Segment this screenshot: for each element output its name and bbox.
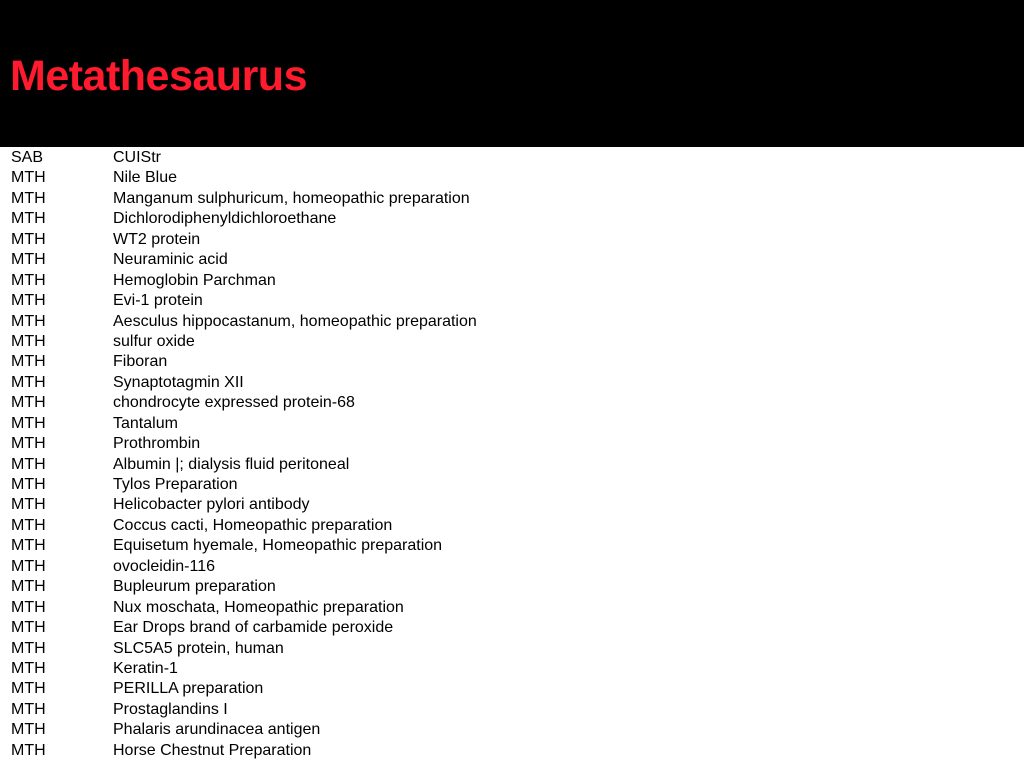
cell-sab: MTH bbox=[11, 537, 46, 555]
cell-sab: MTH bbox=[11, 455, 46, 473]
table-row bbox=[11, 659, 1011, 679]
cell-sab: MTH bbox=[11, 189, 46, 207]
cell-cuistr: ovocleidin-116 bbox=[113, 557, 215, 575]
table-row bbox=[11, 393, 1011, 413]
table-row bbox=[11, 291, 1011, 311]
table-row bbox=[11, 700, 1011, 720]
cell-cuistr: sulfur oxide bbox=[113, 332, 195, 350]
cell-sab: MTH bbox=[11, 659, 46, 677]
cell-cuistr: Horse Chestnut Preparation bbox=[113, 741, 312, 759]
cell-cuistr: Evi-1 protein bbox=[113, 292, 203, 310]
table-row bbox=[11, 352, 1011, 372]
cell-cuistr: Albumin |; dialysis fluid peritoneal bbox=[113, 455, 350, 473]
concept-table bbox=[11, 148, 1011, 761]
table-row bbox=[11, 679, 1011, 699]
cell-cuistr: Hemoglobin Parchman bbox=[113, 271, 276, 289]
cell-cuistr: Manganum sulphuricum, homeopathic preparation bbox=[113, 189, 470, 207]
cell-sab: MTH bbox=[11, 373, 46, 391]
cell-cuistr: PERILLA preparation bbox=[113, 680, 264, 698]
cell-cuistr: Helicobacter pylori antibody bbox=[113, 496, 310, 514]
cell-cuistr: Phalaris arundinacea antigen bbox=[113, 721, 321, 739]
table-row bbox=[11, 639, 1011, 659]
table-row bbox=[11, 598, 1011, 618]
cell-sab: MTH bbox=[11, 680, 46, 698]
table-row bbox=[11, 536, 1011, 556]
table-row bbox=[11, 516, 1011, 536]
cell-cuistr: chondrocyte expressed protein-68 bbox=[113, 394, 355, 412]
cell-cuistr: Keratin-1 bbox=[113, 659, 178, 677]
table-row bbox=[11, 455, 1011, 475]
cell-sab: MTH bbox=[11, 721, 46, 739]
cell-sab: MTH bbox=[11, 312, 46, 330]
cell-sab: MTH bbox=[11, 639, 46, 657]
table-row bbox=[11, 414, 1011, 434]
table-row bbox=[11, 434, 1011, 454]
cell-cuistr: Fiboran bbox=[113, 353, 168, 371]
slide-title: Metathesaurus bbox=[10, 52, 307, 100]
table-body bbox=[11, 168, 1011, 761]
table-row bbox=[11, 312, 1011, 332]
table-row bbox=[11, 373, 1011, 393]
table-row bbox=[11, 741, 1011, 761]
cell-cuistr: Ear Drops brand of carbamide peroxide bbox=[113, 619, 394, 637]
table-header-row bbox=[11, 148, 1011, 168]
cell-cuistr: WT2 protein bbox=[113, 230, 201, 248]
table-row bbox=[11, 557, 1011, 577]
cell-sab: MTH bbox=[11, 210, 46, 228]
table-row bbox=[11, 189, 1011, 209]
cell-cuistr: Coccus cacti, Homeopathic preparation bbox=[113, 516, 393, 534]
table-row bbox=[11, 250, 1011, 270]
table-row bbox=[11, 332, 1011, 352]
table-row bbox=[11, 475, 1011, 495]
header-sab: SAB bbox=[11, 149, 44, 166]
cell-sab: MTH bbox=[11, 332, 46, 350]
cell-sab: MTH bbox=[11, 476, 46, 493]
cell-sab: MTH bbox=[11, 169, 46, 187]
cell-cuistr: Nile Blue bbox=[113, 169, 178, 187]
table-row bbox=[11, 230, 1011, 250]
table-row bbox=[11, 209, 1011, 229]
cell-sab: MTH bbox=[11, 414, 46, 432]
cell-sab: MTH bbox=[11, 578, 46, 596]
cell-sab: MTH bbox=[11, 394, 46, 412]
cell-sab: MTH bbox=[11, 598, 46, 616]
cell-sab: MTH bbox=[11, 557, 46, 575]
cell-cuistr: SLC5A5 protein, human bbox=[113, 639, 284, 657]
table-row bbox=[11, 577, 1011, 597]
cell-sab: MTH bbox=[11, 435, 46, 453]
cell-sab: MTH bbox=[11, 516, 46, 534]
cell-cuistr: Dichlorodiphenyldichloroethane bbox=[113, 210, 337, 228]
cell-sab: MTH bbox=[11, 251, 46, 269]
table-row bbox=[11, 168, 1011, 188]
cell-cuistr: Tantalum bbox=[113, 414, 178, 432]
title-bar bbox=[0, 0, 1024, 147]
cell-cuistr: Tylos Preparation bbox=[113, 476, 238, 493]
cell-sab: MTH bbox=[11, 353, 46, 371]
cell-sab: MTH bbox=[11, 230, 46, 248]
cell-sab: MTH bbox=[11, 700, 46, 718]
cell-cuistr: Aesculus hippocastanum, homeopathic preparation bbox=[113, 312, 477, 330]
cell-cuistr: Bupleurum preparation bbox=[113, 578, 276, 596]
cell-sab: MTH bbox=[11, 496, 46, 514]
cell-cuistr: Equisetum hyemale, Homeopathic preparation bbox=[113, 537, 443, 555]
table-row bbox=[11, 618, 1011, 638]
cell-sab: MTH bbox=[11, 619, 46, 637]
cell-cuistr: Synaptotagmin XII bbox=[113, 373, 244, 391]
header-cuistr: CUIStr bbox=[113, 149, 161, 166]
cell-sab: MTH bbox=[11, 741, 46, 759]
table-row bbox=[11, 271, 1011, 291]
cell-sab: MTH bbox=[11, 271, 46, 289]
cell-sab: MTH bbox=[11, 292, 46, 310]
table-row bbox=[11, 720, 1011, 740]
cell-cuistr: Nux moschata, Homeopathic preparation bbox=[113, 598, 404, 616]
cell-cuistr: Prostaglandins I bbox=[113, 700, 228, 718]
table-row bbox=[11, 495, 1011, 515]
cell-cuistr: Neuraminic acid bbox=[113, 251, 228, 269]
cell-cuistr: Prothrombin bbox=[113, 435, 201, 453]
